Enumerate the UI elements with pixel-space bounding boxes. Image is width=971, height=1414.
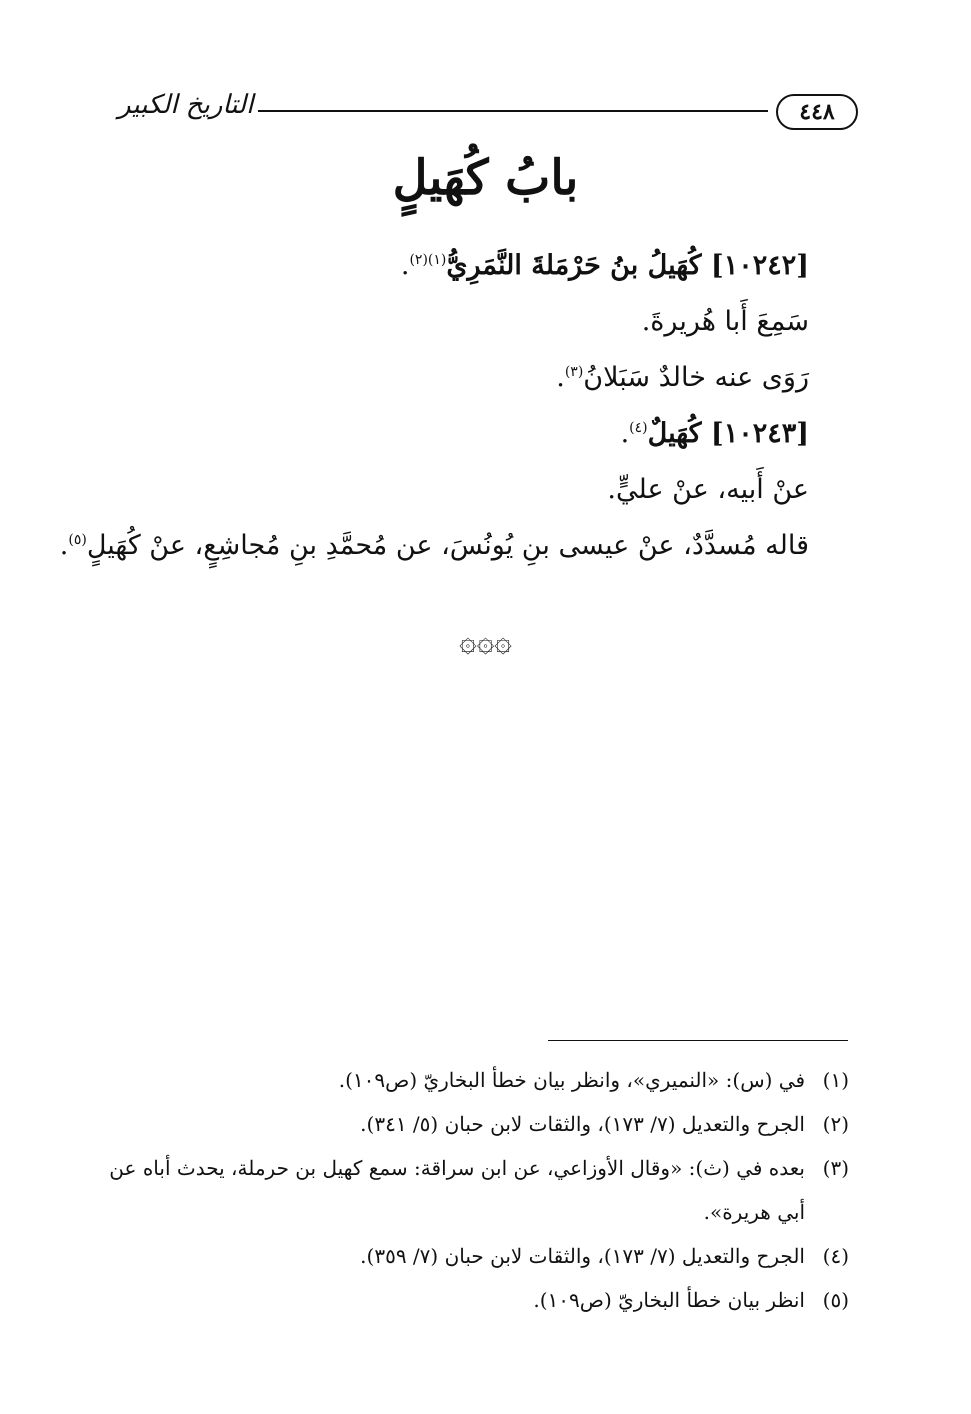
footnote-number: (٢) <box>822 1112 849 1136</box>
entry-line <box>109 462 809 518</box>
footnote <box>109 1058 849 1102</box>
entry-text: سَمِعَ أَبا هُريرةَ. <box>641 306 809 337</box>
entry-end: . <box>620 418 630 449</box>
footnote-text: في (س): «النميري»، وانظر بيان خطأ البخاريّ (ص١٠٩). <box>338 1068 805 1092</box>
footnote-number: (٤) <box>822 1244 849 1268</box>
footnote <box>109 1146 849 1234</box>
footnote <box>109 1102 849 1146</box>
footnote-text: الجرح والتعديل (٧/ ١٧٣)، والثقات لابن حبان (٧/ ٣٥٩). <box>360 1244 805 1268</box>
main-text <box>59 238 809 574</box>
footnote-text: بعده في (ث): «وقال الأوزاعي، عن ابن سراقة: سمع كهيل بن حرملة، يحدث أباه عن أبي هريرة». <box>109 1156 805 1224</box>
entry-line <box>109 350 809 406</box>
page-number-badge: ٤٤٨ <box>776 94 858 130</box>
footnotes <box>109 1058 849 1322</box>
entry-line <box>109 294 809 350</box>
footnote-text: انظر بيان خطأ البخاريّ (ص١٠٩). <box>533 1288 805 1312</box>
entry-line <box>59 518 809 574</box>
footnote-text: الجرح والتعديل (٧/ ١٧٣)، والثقات لابن حبان (٥/ ٣٤١). <box>360 1112 805 1136</box>
entry-end: . <box>556 362 565 393</box>
footnote-ref[interactable]: (٤) <box>629 420 648 436</box>
entry-text: رَوَى عنه خالدٌ سَبَلانُ <box>583 362 809 393</box>
footnote <box>109 1278 849 1322</box>
footnote-ref[interactable]: (١)(٢) <box>409 252 447 268</box>
footnote-number: (٣) <box>822 1156 849 1180</box>
footnote-number: (٥) <box>822 1288 849 1312</box>
footnote-ref[interactable]: (٣) <box>564 364 584 380</box>
entry-text: عنْ أَبيه، عنْ عليٍّ. <box>607 474 809 505</box>
entry-head: [١٠٢٤٣] كُهَيلٌ <box>647 418 809 449</box>
page-header <box>118 88 858 138</box>
entry-line <box>109 406 809 462</box>
footnote <box>109 1234 849 1278</box>
section-end-ornaments: ۞۞۞ <box>459 624 512 659</box>
entry-head: [١٠٢٤٢] كُهَيلُ بنُ حَرْمَلةَ النَّمَرِيُّ <box>446 250 809 281</box>
footnote-separator <box>548 1040 848 1041</box>
header-rule <box>258 110 768 112</box>
footnote-ref[interactable]: (٥) <box>68 532 87 548</box>
entry-line <box>109 238 809 294</box>
chapter-title: بابُ كُهَيلٍ <box>392 150 579 206</box>
entry-end: . <box>400 250 410 281</box>
entry-text: قاله مُسدَّدٌ، عنْ عيسى بنِ يُونُسَ، عن مُحمَّدِ بنِ مُجاشِعٍ، عنْ كُهَيلٍ <box>86 530 809 561</box>
running-head-title: التاريخ الكبير <box>118 90 254 120</box>
footnote-number: (١) <box>822 1068 849 1092</box>
entry-end: . <box>59 530 69 561</box>
